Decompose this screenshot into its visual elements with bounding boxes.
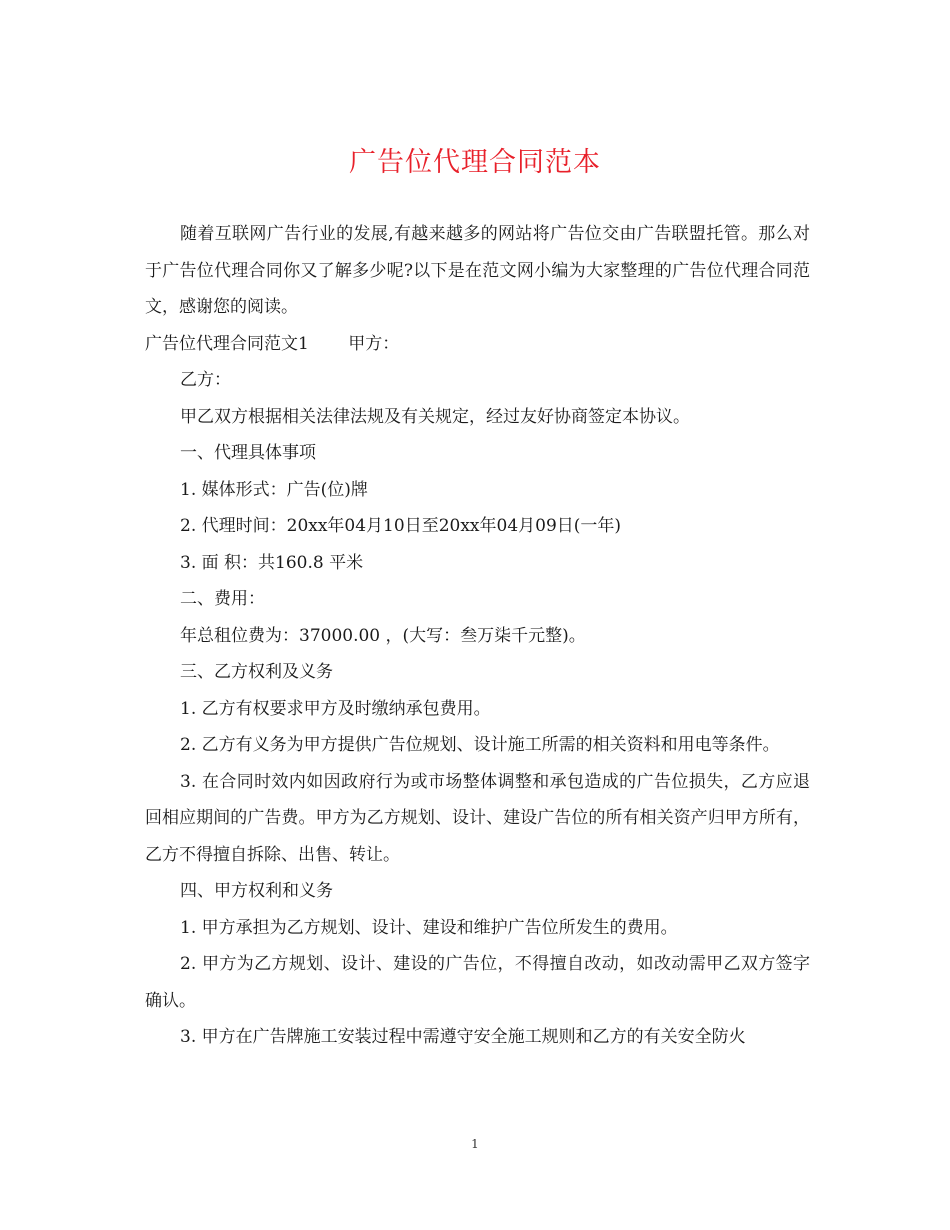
page-number: 1 <box>471 1137 479 1151</box>
agreement-statement: 甲乙双方根据相关法律法规及有关规定，经过友好协商签定本协议。 <box>180 406 690 427</box>
section-heading-3: 三、乙方权利及义务 <box>180 662 333 682</box>
document-title: 广告位代理合同范本 <box>349 147 601 178</box>
clause-3-3: 3. 在合同时效内如因政府行为或市场整体调整和承包造成的广告位损失，乙方应退回相应期间的广告费。甲方为乙方规划、设计、建设广告位的所有相关资产归甲方所有，乙方不得擅自拆除、出售、转让。 <box>145 771 810 865</box>
clause-4-2: 2. 甲方为乙方规划、设计、建设的广告位，不得擅自改动，如改动需甲乙双方签字确认。 <box>145 954 810 1011</box>
clause-4-3: 3. 甲方在广告牌施工安装过程中需遵守安全施工规则和乙方的有关安全防火 <box>180 1027 746 1047</box>
clause-1-2: 2. 代理时间：20xx年04月10日至20xx年04月09日(一年) <box>180 516 622 536</box>
intro-paragraph: 随着互联网广告行业的发展,有越来越多的网站将广告位交由广告联盟托管。那么对于广告位代理合同你又了解多少呢?以下是在范文网小编为大家整理的广告位代理合同范文，感谢您的阅读。 <box>145 224 810 317</box>
clause-3-2: 2. 乙方有义务为甲方提供广告位规划、设计施工所需的相关资料和用电等条件。 <box>180 735 780 755</box>
section-heading-4: 四、甲方权利和义务 <box>180 881 333 901</box>
clause-1-1: 1. 媒体形式：广告(位)牌 <box>180 479 368 500</box>
contract-heading-party-a: 广告位代理合同范文1 甲方： <box>145 333 400 354</box>
section-heading-2: 二、费用： <box>180 589 265 609</box>
section-heading-1: 一、代理具体事项 <box>180 443 316 463</box>
party-b-line: 乙方： <box>180 370 231 390</box>
clause-1-3: 3. 面 积：共160.8 平米 <box>180 552 364 573</box>
clause-4-1: 1. 甲方承担为乙方规划、设计、建设和维护广告位所发生的费用。 <box>180 917 678 938</box>
document-body <box>145 216 810 1056</box>
clause-2-fee: 年总租位费为：37000.00 ，(大写：叁万柒千元整)。 <box>180 625 586 646</box>
clause-3-1: 1. 乙方有权要求甲方及时缴纳承包费用。 <box>180 698 491 719</box>
